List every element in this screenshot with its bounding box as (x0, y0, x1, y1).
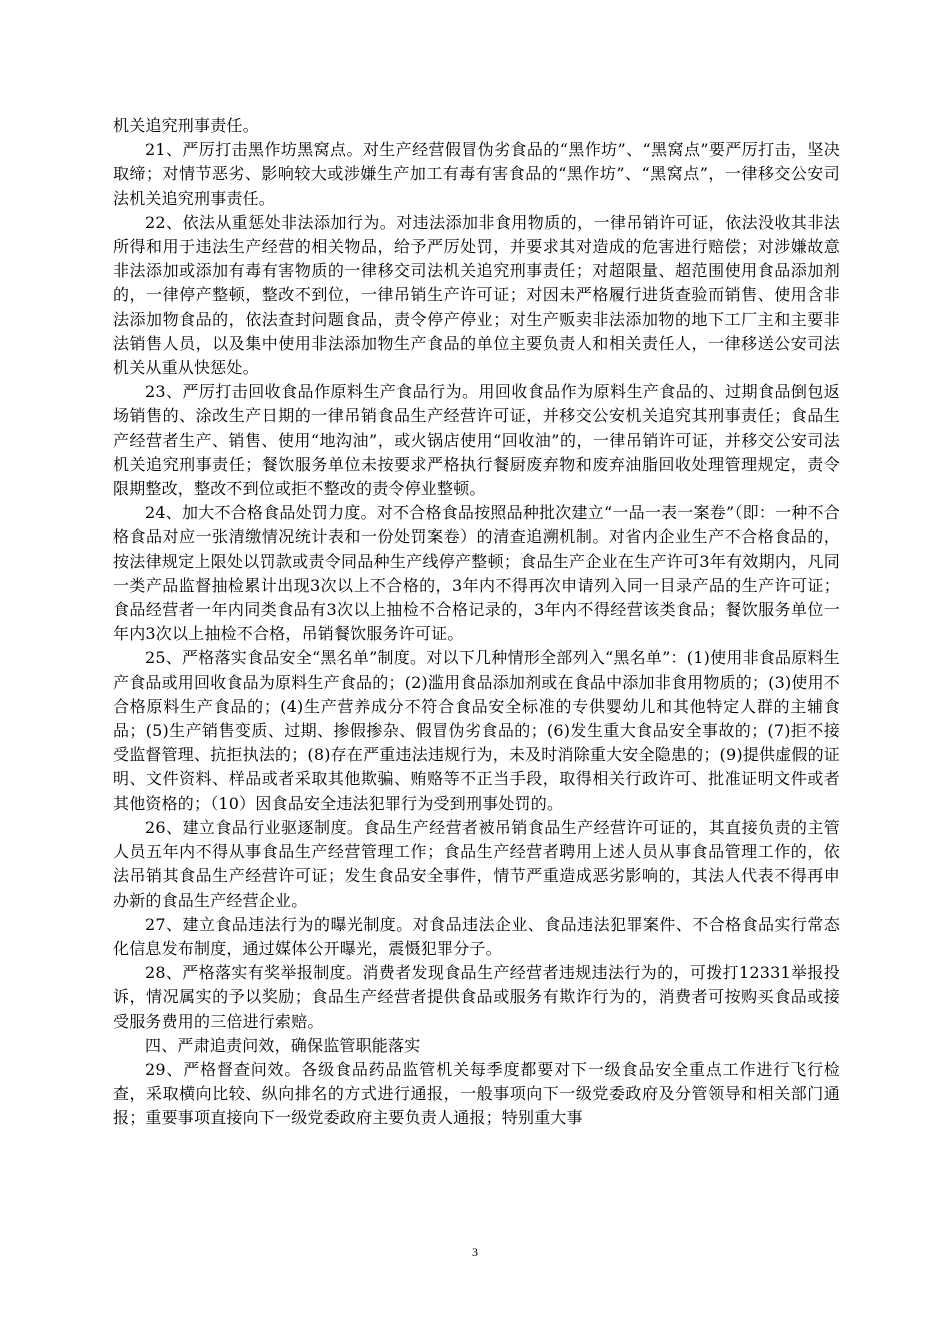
page-number: 3 (472, 1245, 478, 1259)
paragraph: 26、建立食品行业驱逐制度。食品生产经营者被吊销食品生产经营许可证的，其直接负责的主管人员五年内不得从事食品生产经营管理工作；食品生产经营者聘用上述人员从事食品管理工作的，依法吊销其食品生产经营许可证；发生食品安全事件，情节严重造成恶劣影响的，其法人代表不得再申办新的食品生产经营企业。 (113, 817, 840, 910)
paragraph: 23、严厉打击回收食品作原料生产食品行为。用回收食品作为原料生产食品的、过期食品倒包返场销售的、涂改生产日期的一律吊销食品生产经营许可证，并移交公安机关追究其刑事责任；食品生产经营者生产、销售、使用“地沟油”，或火锅店使用“回收油”的，一律吊销许可证，并移交公安司法机关追究刑事责任；餐饮服务单位未按要求严格执行餐厨废弃物和废弃油脂回收处理管理规定，责令限期整改，整改不到位或拒不整改的责令停业整顿。 (113, 382, 840, 499)
paragraph: 27、建立食品违法行为的曝光制度。对食品违法企业、食品违法犯罪案件、不合格食品实行常态化信息发布制度，通过媒体公开曝光，震慑犯罪分子。 (113, 914, 840, 958)
paragraph: 25、严格落实食品安全“黑名单”制度。对以下几种情形全部列入“黑名单”：(1)使用非食品原料生产食品或用回收食品为原料生产食品的；(2)滥用食品添加剂或在食品中添加非食用物质的；(3)使用不合格原料生产食品的；(4)生产营养成分不符合食品安全标准的专供婴幼儿和其他特定人群的主辅食品；(5)生产销售变质、过期、掺假掺杂、假冒伪劣食品的；(6)发生重大食品安全事故的；(7)拒不接受监督管理、抗拒执法的；(8)存在严重违法违规行为，未及时消除重大安全隐患的；(9)提供虚假的证明、文件资料、样品或者采取其他欺骗、贿赂等不正当手段，取得相关行政许可、批准证明文件或者其他资格的；（10）因食品安全违法犯罪行为受到刑事处罚的。 (113, 648, 840, 813)
paragraph: 28、严格落实有奖举报制度。消费者发现食品生产经营者违规违法行为的，可拨打12331举报投诉，情况属实的予以奖励；食品生产经营者提供食品或服务有欺诈行为的，消费者可按购买食品或接受服务费用的三倍进行索赔。 (113, 963, 840, 1031)
paragraph: 21、严厉打击黑作坊黑窝点。对生产经营假冒伪劣食品的“黑作坊”、“黑窝点”要严厉打击，坚决取缔；对情节恶劣、影响较大或涉嫌生产加工有毒有害食品的“黑作坊”、“黑窝点”，一律移交公安司法机关追究刑事责任。 (113, 140, 840, 208)
document-body (113, 114, 840, 1131)
paragraph: 29、严格督查问效。各级食品药品监管机关每季度都要对下一级食品安全重点工作进行飞行检查，采取横向比较、纵向排名的方式进行通报，一般事项向下一级党委政府及分管领导和相关部门通报；重要事项直接向下一级党委政府主要负责人通报；特别重大事 (113, 1059, 840, 1128)
paragraph: 24、加大不合格食品处罚力度。对不合格食品按照品种批次建立“一品一表一案卷”（即：一种不合格食品对应一张清缴情况统计表和一份处罚案卷）的清查追溯机制。对省内企业生产不合格食品的，按法律规定上限处以罚款或责令同品种生产线停产整顿；食品生产企业在生产许可3年有效期内，凡同一类产品监督抽检累计出现3次以上不合格的，3年内不得再次申请列入同一目录产品的生产许可证；食品经营者一年内同类食品有3次以上抽检不合格记录的，3年内不得经营该类食品；餐饮服务单位一年内3次以上抽检不合格，吊销餐饮服务许可证。 (113, 503, 840, 644)
paragraph: 机关追究刑事责任。 (113, 116, 259, 135)
section-heading: 四、严肃追责问效，确保监管职能落实 (145, 1035, 421, 1055)
paragraph: 22、依法从重惩处非法添加行为。对违法添加非食用物质的，一律吊销许可证，依法没收其非法所得和用于违法生产经营的相关物品，给予严厉处罚，并要求其对造成的危害进行赔偿；对涉嫌故意非法添加或添加有毒有害物质的一律移交司法机关追究刑事责任；对超限量、超范围使用食品添加剂的，一律停产整顿，整改不到位，一律吊销生产许可证；对因未严格履行进货查验而销售、使用含非法添加物食品的，依法查封问题食品，责令停产停业；对生产贩卖非法添加物的地下工厂主和主要非法销售人员，以及集中使用非法添加物生产食品的单位主要负责人和相关责任人，一律移送公安司法机关从重从快惩处。 (113, 212, 840, 378)
